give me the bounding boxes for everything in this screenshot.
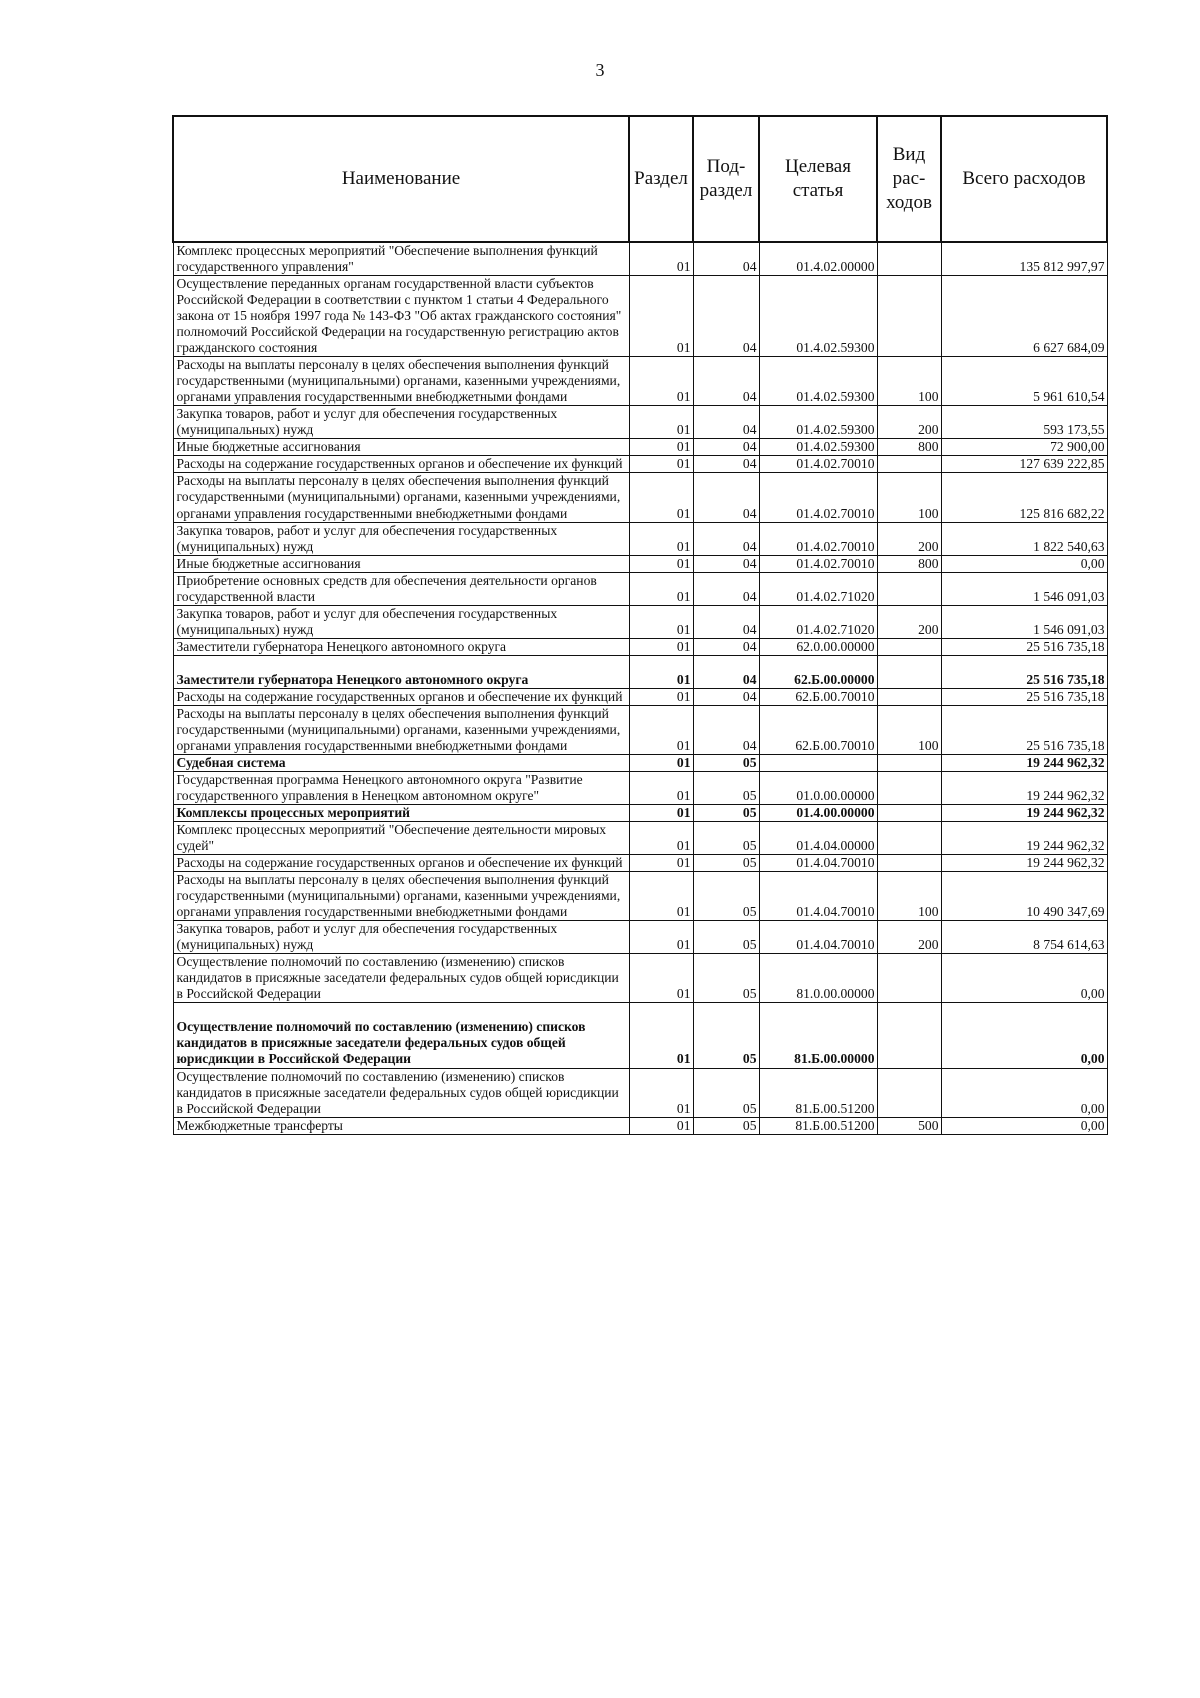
cell-celevaya: 01.4.02.59300 (759, 406, 877, 439)
table-row (173, 855, 1107, 872)
header-name: Наименование (173, 116, 629, 242)
table-row (173, 921, 1107, 954)
cell-name: Комплексы процессных мероприятий (173, 805, 629, 822)
cell-name: Приобретение основных средств для обеспечения деятельности органов государственной власти (173, 572, 629, 605)
cell-razdel: 01 (629, 242, 693, 276)
cell-podrazdel: 05 (693, 921, 759, 954)
cell-total: 25 516 735,18 (941, 688, 1107, 705)
budget-table (172, 115, 1108, 1135)
table-row (173, 1117, 1107, 1134)
cell-name: Расходы на содержание государственных органов и обеспечение их функций (173, 688, 629, 705)
cell-total: 25 516 735,18 (941, 705, 1107, 754)
cell-name: Закупка товаров, работ и услуг для обеспечения государственных (муниципальных) нужд (173, 406, 629, 439)
cell-podrazdel: 04 (693, 276, 759, 357)
cell-razdel: 01 (629, 754, 693, 771)
cell-total: 10 490 347,69 (941, 872, 1107, 921)
cell-name: Расходы на выплаты персоналу в целях обеспечения выполнения функций государственными (муниципальными) органами, казенными учреждениями, органами управления государственными внебюджетными фондами (173, 705, 629, 754)
cell-podrazdel: 04 (693, 357, 759, 406)
cell-name: Закупка товаров, работ и услуг для обеспечения государственных (муниципальных) нужд (173, 605, 629, 638)
cell-total: 72 900,00 (941, 439, 1107, 456)
cell-podrazdel: 05 (693, 805, 759, 822)
table-row (173, 688, 1107, 705)
cell-podrazdel: 04 (693, 456, 759, 473)
cell-vid: 200 (877, 406, 941, 439)
cell-vid: 100 (877, 357, 941, 406)
cell-total: 25 516 735,18 (941, 638, 1107, 655)
cell-podrazdel: 05 (693, 1117, 759, 1134)
header-celevaya: Целевая статья (759, 116, 877, 242)
cell-celevaya: 81.Б.00.51200 (759, 1068, 877, 1117)
cell-celevaya: 01.4.02.70010 (759, 555, 877, 572)
table-row (173, 754, 1107, 771)
cell-name: Расходы на выплаты персоналу в целях обеспечения выполнения функций государственными (муниципальными) органами, казенными учреждениями, органами управления государственными внебюджетными фондами (173, 872, 629, 921)
cell-celevaya: 01.4.02.59300 (759, 439, 877, 456)
cell-name: Расходы на содержание государственных органов и обеспечение их функций (173, 855, 629, 872)
cell-total: 0,00 (941, 1068, 1107, 1117)
cell-celevaya: 01.4.02.70010 (759, 522, 877, 555)
cell-total: 1 822 540,63 (941, 522, 1107, 555)
cell-celevaya: 81.Б.00.00000 (759, 1003, 877, 1068)
cell-name: Осуществление полномочий по составлению (изменению) списков кандидатов в присяжные заседатели федеральных судов общей юрисдикции в Российской Федерации (173, 954, 629, 1003)
table-row (173, 1068, 1107, 1117)
cell-total: 8 754 614,63 (941, 921, 1107, 954)
cell-razdel: 01 (629, 572, 693, 605)
table-body (173, 242, 1107, 1134)
cell-vid (877, 771, 941, 804)
header-razdel: Раздел (629, 116, 693, 242)
cell-vid: 100 (877, 705, 941, 754)
cell-name: Иные бюджетные ассигнования (173, 555, 629, 572)
cell-celevaya: 01.4.04.70010 (759, 855, 877, 872)
cell-celevaya: 81.Б.00.51200 (759, 1117, 877, 1134)
cell-total: 19 244 962,32 (941, 822, 1107, 855)
table-header-row (173, 116, 1107, 242)
table-row (173, 1003, 1107, 1068)
cell-razdel: 01 (629, 473, 693, 522)
cell-total: 19 244 962,32 (941, 805, 1107, 822)
table-row (173, 555, 1107, 572)
cell-podrazdel: 05 (693, 1003, 759, 1068)
cell-razdel: 01 (629, 276, 693, 357)
cell-total: 25 516 735,18 (941, 655, 1107, 688)
cell-celevaya: 62.0.00.00000 (759, 638, 877, 655)
cell-podrazdel: 05 (693, 754, 759, 771)
cell-podrazdel: 05 (693, 855, 759, 872)
header-vid: Вид рас- ходов (877, 116, 941, 242)
cell-podrazdel: 04 (693, 705, 759, 754)
cell-razdel: 01 (629, 688, 693, 705)
cell-razdel: 01 (629, 522, 693, 555)
cell-celevaya: 62.Б.00.00000 (759, 655, 877, 688)
cell-podrazdel: 04 (693, 439, 759, 456)
cell-razdel: 01 (629, 406, 693, 439)
cell-vid (877, 688, 941, 705)
cell-celevaya: 01.4.04.70010 (759, 872, 877, 921)
cell-celevaya: 62.Б.00.70010 (759, 688, 877, 705)
cell-podrazdel: 05 (693, 771, 759, 804)
cell-celevaya: 01.4.02.59300 (759, 276, 877, 357)
cell-razdel: 01 (629, 954, 693, 1003)
table-row (173, 954, 1107, 1003)
table-row (173, 605, 1107, 638)
cell-podrazdel: 04 (693, 242, 759, 276)
cell-vid (877, 822, 941, 855)
cell-total: 125 816 682,22 (941, 473, 1107, 522)
cell-podrazdel: 04 (693, 605, 759, 638)
cell-vid (877, 456, 941, 473)
cell-celevaya: 01.4.02.71020 (759, 605, 877, 638)
cell-celevaya: 01.4.04.70010 (759, 921, 877, 954)
cell-razdel: 01 (629, 822, 693, 855)
cell-total: 5 961 610,54 (941, 357, 1107, 406)
cell-razdel: 01 (629, 705, 693, 754)
cell-razdel: 01 (629, 805, 693, 822)
cell-podrazdel: 04 (693, 555, 759, 572)
cell-celevaya: 01.4.02.59300 (759, 357, 877, 406)
cell-razdel: 01 (629, 1068, 693, 1117)
cell-vid (877, 276, 941, 357)
cell-celevaya: 01.4.04.00000 (759, 822, 877, 855)
cell-razdel: 01 (629, 855, 693, 872)
cell-name: Осуществление переданных органам государственной власти субъектов Российской Федерации в соответствии с пунктом 1 статьи 4 Федерального закона от 15 ноября 1997 года № 143-ФЗ "Об актах гражданского состояния" полномочий Российской Федерации на государственную регистрацию актов гражданского состояния (173, 276, 629, 357)
cell-celevaya: 01.4.02.00000 (759, 242, 877, 276)
table-row (173, 638, 1107, 655)
cell-total: 593 173,55 (941, 406, 1107, 439)
cell-razdel: 01 (629, 456, 693, 473)
cell-total: 1 546 091,03 (941, 572, 1107, 605)
table-row (173, 872, 1107, 921)
cell-celevaya: 01.4.00.00000 (759, 805, 877, 822)
cell-name: Расходы на содержание государственных органов и обеспечение их функций (173, 456, 629, 473)
header-total: Всего расходов (941, 116, 1107, 242)
cell-celevaya: 01.4.02.71020 (759, 572, 877, 605)
cell-razdel: 01 (629, 357, 693, 406)
cell-razdel: 01 (629, 439, 693, 456)
cell-razdel: 01 (629, 921, 693, 954)
cell-total: 1 546 091,03 (941, 605, 1107, 638)
cell-name: Расходы на выплаты персоналу в целях обеспечения выполнения функций государственными (муниципальными) органами, казенными учреждениями, органами управления государственными внебюджетными фондами (173, 357, 629, 406)
cell-podrazdel: 04 (693, 522, 759, 555)
cell-podrazdel: 05 (693, 872, 759, 921)
cell-podrazdel: 05 (693, 954, 759, 1003)
table-row (173, 805, 1107, 822)
cell-podrazdel: 04 (693, 406, 759, 439)
cell-celevaya: 01.4.02.70010 (759, 473, 877, 522)
cell-vid (877, 242, 941, 276)
cell-vid (877, 1068, 941, 1117)
cell-total: 19 244 962,32 (941, 771, 1107, 804)
cell-vid (877, 1003, 941, 1068)
cell-vid: 200 (877, 921, 941, 954)
table-row (173, 406, 1107, 439)
cell-podrazdel: 05 (693, 1068, 759, 1117)
cell-total: 19 244 962,32 (941, 855, 1107, 872)
cell-name: Иные бюджетные ассигнования (173, 439, 629, 456)
cell-total: 0,00 (941, 1003, 1107, 1068)
cell-razdel: 01 (629, 771, 693, 804)
cell-vid (877, 754, 941, 771)
cell-name: Заместители губернатора Ненецкого автономного округа (173, 655, 629, 688)
cell-name: Заместители губернатора Ненецкого автономного округа (173, 638, 629, 655)
cell-vid (877, 954, 941, 1003)
cell-podrazdel: 05 (693, 822, 759, 855)
cell-name: Закупка товаров, работ и услуг для обеспечения государственных (муниципальных) нужд (173, 522, 629, 555)
cell-vid: 200 (877, 605, 941, 638)
cell-podrazdel: 04 (693, 688, 759, 705)
cell-vid (877, 572, 941, 605)
cell-celevaya: 01.4.02.70010 (759, 456, 877, 473)
table-row (173, 572, 1107, 605)
cell-name: Судебная система (173, 754, 629, 771)
cell-podrazdel: 04 (693, 655, 759, 688)
cell-name: Комплекс процессных мероприятий "Обеспечение деятельности мировых судей" (173, 822, 629, 855)
cell-name: Осуществление полномочий по составлению (изменению) списков кандидатов в присяжные заседатели федеральных судов общей юрисдикции в Российской Федерации (173, 1068, 629, 1117)
cell-podrazdel: 04 (693, 473, 759, 522)
cell-total: 0,00 (941, 555, 1107, 572)
cell-podrazdel: 04 (693, 572, 759, 605)
table-row (173, 771, 1107, 804)
cell-name: Государственная программа Ненецкого автономного округа "Развитие государственного управления в Ненецком автономном округе" (173, 771, 629, 804)
cell-razdel: 01 (629, 872, 693, 921)
cell-razdel: 01 (629, 1003, 693, 1068)
cell-razdel: 01 (629, 605, 693, 638)
table-row (173, 473, 1107, 522)
table-row (173, 242, 1107, 276)
cell-total: 127 639 222,85 (941, 456, 1107, 473)
page-number: 3 (595, 60, 605, 80)
cell-name: Межбюджетные трансферты (173, 1117, 629, 1134)
cell-total: 19 244 962,32 (941, 754, 1107, 771)
cell-total: 6 627 684,09 (941, 276, 1107, 357)
table-row (173, 655, 1107, 688)
table-row (173, 522, 1107, 555)
table-row (173, 822, 1107, 855)
cell-razdel: 01 (629, 638, 693, 655)
header-podrazdel: Под- раздел (693, 116, 759, 242)
cell-vid (877, 638, 941, 655)
cell-vid: 800 (877, 555, 941, 572)
cell-celevaya: 62.Б.00.70010 (759, 705, 877, 754)
table-row (173, 705, 1107, 754)
table-row (173, 276, 1107, 357)
cell-razdel: 01 (629, 655, 693, 688)
cell-total: 0,00 (941, 1117, 1107, 1134)
cell-name: Осуществление полномочий по составлению (изменению) списков кандидатов в присяжные заседатели федеральных судов общей юрисдикции в Российской Федерации (173, 1003, 629, 1068)
cell-name: Комплекс процессных мероприятий "Обеспечение выполнения функций государственного управления" (173, 242, 629, 276)
cell-vid: 500 (877, 1117, 941, 1134)
cell-name: Закупка товаров, работ и услуг для обеспечения государственных (муниципальных) нужд (173, 921, 629, 954)
table-row (173, 357, 1107, 406)
cell-vid: 200 (877, 522, 941, 555)
cell-celevaya: 01.0.00.00000 (759, 771, 877, 804)
cell-vid: 100 (877, 872, 941, 921)
cell-podrazdel: 04 (693, 638, 759, 655)
cell-name: Расходы на выплаты персоналу в целях обеспечения выполнения функций государственными (муниципальными) органами, казенными учреждениями, органами управления государственными внебюджетными фондами (173, 473, 629, 522)
cell-vid (877, 805, 941, 822)
table-row (173, 456, 1107, 473)
cell-celevaya: 81.0.00.00000 (759, 954, 877, 1003)
cell-vid: 800 (877, 439, 941, 456)
cell-vid: 100 (877, 473, 941, 522)
cell-razdel: 01 (629, 1117, 693, 1134)
cell-total: 0,00 (941, 954, 1107, 1003)
cell-celevaya (759, 754, 877, 771)
cell-vid (877, 855, 941, 872)
cell-total: 135 812 997,97 (941, 242, 1107, 276)
cell-vid (877, 655, 941, 688)
table-row (173, 439, 1107, 456)
cell-razdel: 01 (629, 555, 693, 572)
